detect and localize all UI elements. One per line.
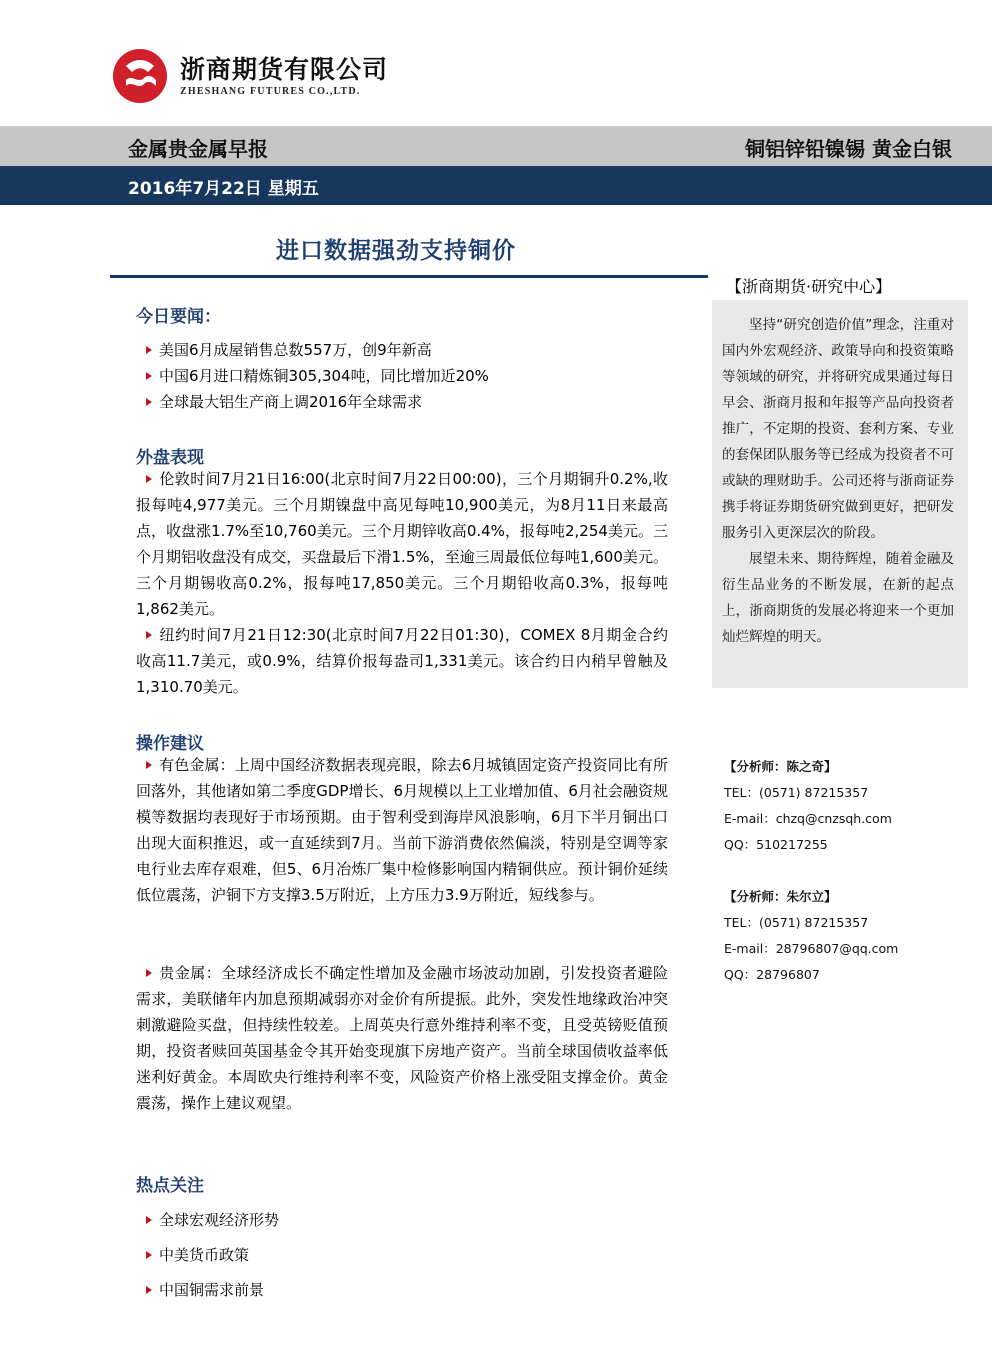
advice-paragraph-text: 贵金属：全球经济成长不确定性增加及金融市场波动加剧，引发投资者避险需求，美联储年内加息预期减弱亦对金价有所提振。此外，突发性地缘政治冲突刺激避险买盘，但持续性较差。上周英央行意外维持利率不变，且受英镑贬值预期，投资者赎回英国基金令其开始变现旗下房地产资产。当前全球国债收益率低迷利好黄金。本周欧央行维持利率不变，风险资产价格上涨受阻支撑金价。黄金震荡，操作上建议观望。 (136, 964, 668, 1112)
bullet-arrow-icon (146, 475, 152, 483)
overseas-paragraph-text: 纽约时间7月21日12:30(北京时间7月22日01:30)，COMEX 8月期金合约收高11.7美元，或0.9%，结算价报每盎司1,331美元。该合约日内稍早曾触及1,310.70美元。 (136, 626, 668, 696)
section-heading-overseas: 外盘表现 (136, 448, 204, 468)
news-item: 中国6月进口精炼铜305,304吨，同比增加近20% (159, 367, 489, 385)
report-metals: 铜铝锌铅镍锡 黄金白银 (745, 137, 952, 161)
advice-text (136, 752, 668, 908)
hot-item: 中美货币政策 (159, 1246, 250, 1264)
bullet-arrow-icon (146, 372, 152, 380)
analyst-card (724, 754, 964, 858)
hot-list (136, 1242, 668, 1268)
hot-item: 中国铜需求前景 (159, 1281, 265, 1299)
sidebar-paragraph: 展望未来、期待辉煌，随着金融及衍生品业务的不断发展，在新的起点上，浙商期货的发展必将迎来一个更加灿烂辉煌的明天。 (722, 551, 954, 645)
list-item (136, 1207, 668, 1233)
section-heading-advice: 操作建议 (136, 734, 204, 754)
hot-item: 全球宏观经济形势 (159, 1211, 280, 1229)
news-item: 全球最大铝生产商上调2016年全球需求 (159, 393, 423, 411)
bullet-arrow-icon (146, 1286, 152, 1294)
analyst-email[interactable]: E-mail：28796807@qq.com (724, 941, 899, 956)
bullet-arrow-icon (146, 969, 152, 977)
bullet-arrow-icon (146, 346, 152, 354)
advice-paragraph (136, 960, 668, 1116)
section-heading-news: 今日要闻： (136, 307, 221, 327)
news-list (136, 337, 668, 415)
sidebar-paragraph: 坚持“研究创造价值”理念，注重对国内外宏观经济、政策导向和投资策略等领域的研究，并将研究成果通过每日早会、浙商月报和年报等产品向投资者推广，不定期的投资、套利方案、专业的套保团队服务等已经成为投资者不可或缺的理财助手。公司还将与浙商证券携手将证券期货研究做到更好，把研发服务引入更深层次的阶段。 (722, 317, 954, 541)
bullet-arrow-icon (146, 761, 152, 769)
analyst-card (724, 884, 964, 988)
bullet-arrow-icon (146, 1216, 152, 1224)
sidebar-text (722, 312, 954, 650)
sidebar-heading: 【浙商期货·研究中心】 (726, 277, 892, 296)
list-item (136, 389, 668, 415)
overseas-text (136, 466, 668, 700)
analyst-email[interactable]: E-mail：chzq@cnzsqh.com (724, 811, 892, 826)
advice-text (136, 960, 668, 1116)
list-item (136, 1277, 668, 1303)
analyst-qq: QQ：510217255 (724, 837, 828, 852)
overseas-paragraph-text: 伦敦时间7月21日16:00(北京时间7月22日00:00)，三个月期铜升0.2%,收报每吨4,977美元。三个月期镍盘中高见每吨10,900美元，为8月11日来最高点，收盘涨1.7%至10,760美元。三个月期锌收高0.4%，报每吨2,254美元。三个月期铝收盘没有成交，买盘最后下滑1.5%，至逾三周最低位每吨1,600美元。三个月期锡收高0.2%，报每吨17,850美元。三个月期铅收高0.3%，报每吨1,862美元。 (136, 470, 668, 618)
date-band (0, 166, 992, 205)
analyst-tel: TEL：(0571) 87215357 (724, 915, 869, 930)
analyst-name: 【分析师：朱尔立】 (724, 889, 837, 904)
company-name-cn: 浙商期货有限公司 (180, 55, 389, 84)
section-heading-hot: 热点关注 (136, 1176, 204, 1196)
list-item (136, 1242, 668, 1268)
news-item: 美国6月成屋销售总数557万，创9年新高 (159, 341, 432, 359)
overseas-paragraph (136, 466, 668, 622)
hot-list (136, 1207, 668, 1233)
company-logo-icon (112, 48, 168, 104)
list-item (136, 337, 668, 363)
page-title: 进口数据强劲支持铜价 (276, 238, 516, 264)
advice-paragraph (136, 752, 668, 908)
report-date: 2016年7月22日 星期五 (128, 179, 319, 199)
report-band (0, 126, 992, 166)
hot-list (136, 1277, 668, 1303)
overseas-paragraph (136, 622, 668, 700)
analyst-qq: QQ：28796807 (724, 967, 820, 982)
advice-paragraph-text: 有色金属：上周中国经济数据表现亮眼，除去6月城镇固定资产投资同比有所回落外，其他诸如第二季度GDP增长、6月规模以上工业增加值、6月社会融资规模等数据均表现好于市场预期。由于智利受到海岸风浪影响，6月下半月铜出口出现大面积推迟，或一直延续到7月。当前下游消费依然偏淡，特别是空调等家电行业去库存艰难，但5、6月冶炼厂集中检修影响国内精铜供应。预计铜价延续低位震荡，沪铜下方支撑3.5万附近，上方压力3.9万附近，短线参与。 (136, 756, 668, 904)
bullet-arrow-icon (146, 631, 152, 639)
analyst-tel: TEL：(0571) 87215357 (724, 785, 869, 800)
company-name-en: ZHESHANG FUTURES CO.,LTD. (180, 86, 361, 97)
title-divider (110, 275, 708, 278)
bullet-arrow-icon (146, 398, 152, 406)
bullet-arrow-icon (146, 1251, 152, 1259)
analyst-name: 【分析师：陈之奇】 (724, 759, 837, 774)
report-name: 金属贵金属早报 (128, 137, 268, 161)
list-item (136, 363, 668, 389)
